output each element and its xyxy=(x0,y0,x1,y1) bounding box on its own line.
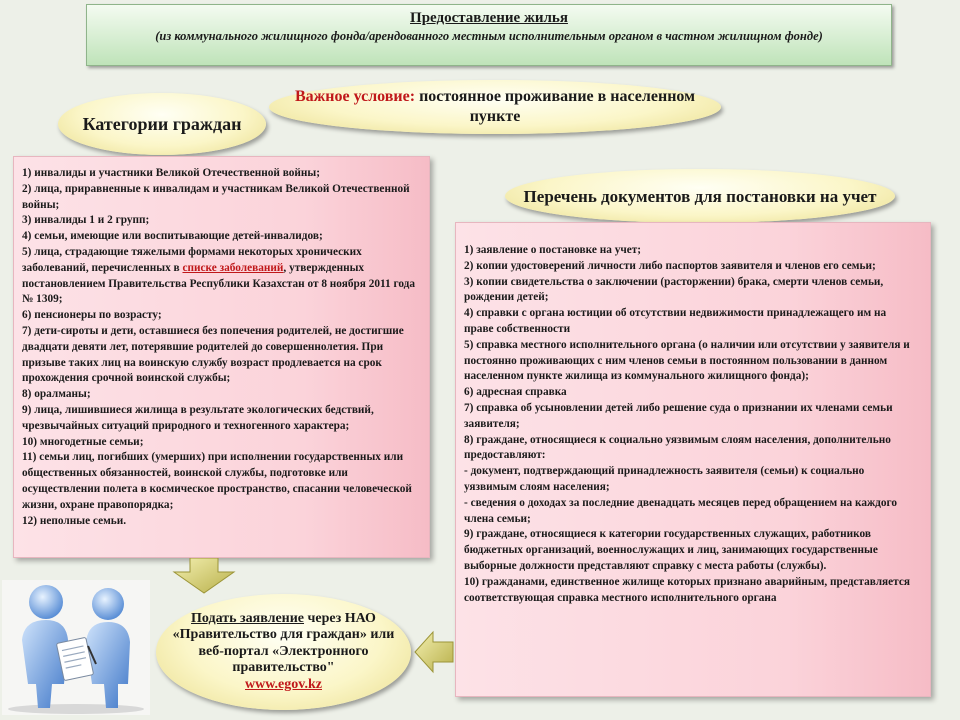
category-item-5-text: 5) лица, страдающие тяжелыми формами некоторых хронических заболеваний, перечисленных в xyxy=(22,245,362,274)
page-title: Предоставление жилья xyxy=(410,10,568,26)
category-item: 8) оралманы; xyxy=(22,388,91,401)
category-item: 2) лица, приравненные к инвалидам и участникам Великой Отечественной войны; xyxy=(22,182,410,211)
categories-oval xyxy=(58,93,266,155)
document-item: 7) справка об усыновлении детей либо решение суда о признании их членами семьи заявителя; xyxy=(464,401,893,430)
document-item: 5) справка местного исполнительного органа (о наличии или отсутствии у заявителя и постоянно проживающих с ним членов семьи в постоянном пользовании в данном населенном пункте жилища из коммунального жилищного фонда); xyxy=(464,338,910,383)
egov-link[interactable]: www.egov.kz xyxy=(245,676,322,692)
category-item: 12) неполные семьи. xyxy=(22,514,127,527)
people-document-illustration xyxy=(2,580,150,715)
document-item: 4) справки с органа юстиции об отсутствии недвижимости принадлежащего им на праве собственности xyxy=(464,307,887,335)
diseases-list-link[interactable]: списке заболеваний xyxy=(182,261,284,274)
categories-label: Категории граждан xyxy=(82,114,242,134)
categories-panel xyxy=(13,156,430,558)
document-item: - сведения о доходах за последние двенадцать месяцев перед обращением на каждого члена семьи; xyxy=(464,496,898,525)
document-item: 1) заявление о постановке на учет; xyxy=(464,244,642,256)
document-item: 8) граждане, относящиеся к социально уязвимым слоям населения, дополнительно предоставляют: xyxy=(464,433,891,462)
arrow-down-icon xyxy=(172,558,236,599)
document-item: 2) копии удостоверений личности либо паспортов заявителя и членов его семьи; xyxy=(464,259,876,272)
apply-oval xyxy=(156,594,411,710)
category-item: 6) пенсионеры по возрасту; xyxy=(22,309,162,322)
condition-text: постоянное проживание в населенном пункте xyxy=(419,88,696,125)
document-item: - документ, подтверждающий принадлежность заявителя (семьи) к социально уязвимым слоям населения; xyxy=(464,465,865,493)
apply-text: через НАО «Правительство для граждан» или веб-портал «Электронного правительство" xyxy=(172,610,395,676)
document-item: 6) адресная справка xyxy=(464,386,567,399)
page-subtitle: (из коммунального жилищного фонда/арендованного местным исполнительным органом в частном жилищном фонде) xyxy=(155,29,823,43)
page-header xyxy=(86,4,892,66)
documents-label: Перечень документов для постановки на учет xyxy=(523,186,877,206)
category-item: 3) инвалиды 1 и 2 групп; xyxy=(22,214,150,227)
category-item: 7) дети-сироты и дети, оставшиеся без попечения родителей, не достигшие двадцати девяти лет, потерявшие родителей до совершеннолетия. При призыве таких лиц на воинскую службу возраст продлевается на срок прохождения срочной воинской службы; xyxy=(22,324,404,385)
category-item: 4) семьи, имеющие или воспитывающие детей-инвалидов; xyxy=(22,230,323,243)
arrow-left-icon xyxy=(413,630,455,679)
category-item: 9) лица, лишившиеся жилища в результате экологических бедствий, чрезвычайных ситуаций природного и техногенного характера; xyxy=(22,403,374,432)
category-item-5-rest: , утвержденных постановлением Правительства Республики Казахстан от 8 ноября 2011 года № 1309; xyxy=(22,261,416,306)
condition-prefix: Важное условие: xyxy=(294,88,416,105)
document-item: 3) копии свидетельства о заключении (расторжении) брака, смерти членов семьи, рождении детей; xyxy=(464,275,884,304)
category-item xyxy=(22,245,419,308)
documents-panel xyxy=(455,222,931,697)
category-item: 11) семьи лиц, погибших (умерших) при исполнении государственных или общественных обязанностей, воинской службы, подготовке или осуществлении полета в космическое пространство, спасании человеческой жизни, охране правопорядка; xyxy=(22,451,412,511)
documents-oval xyxy=(505,169,895,223)
document-item: 10) гражданами, единственное жилище которых признано аварийным, представляется соответствующая справка местного исполнительного органа xyxy=(464,575,910,604)
apply-heading: Подать заявление xyxy=(191,610,305,626)
condition-oval xyxy=(269,80,721,134)
document-item: 9) граждане, относящиеся к категории государственных служащих, работников бюджетных организаций, военнослужащих и лиц, занимающих государственные выборные должности представляют справку с места работы (службы). xyxy=(464,528,878,572)
category-item: 10) многодетные семьи; xyxy=(22,435,144,448)
category-item: 1) инвалиды и участники Великой Отечественной войны; xyxy=(22,167,321,179)
